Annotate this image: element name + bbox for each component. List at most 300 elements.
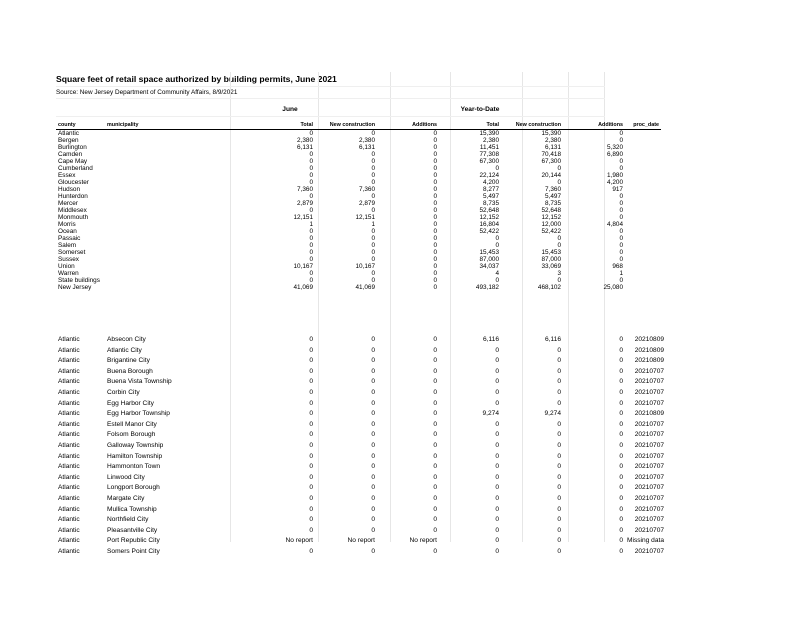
ytd-new-construction-cell: 0 [557,165,561,172]
june-new-construction-cell: 0 [371,505,375,513]
report-source: Source: New Jersey Department of Community Affairs, 8/9/2021 [56,89,238,96]
june-new-construction-cell: 0 [371,172,375,179]
ytd-additions-cell: 5,320 [607,144,623,151]
report-title: Square feet of retail space authorized by building permits, June 2021 [56,74,337,84]
municipality-row [56,515,666,526]
ytd-additions-cell: 0 [619,494,623,502]
ytd-additions-cell: 6,890 [607,151,623,158]
ytd-total-cell: 0 [495,473,499,481]
june-new-construction-cell: 0 [371,165,375,172]
municipality-row [56,377,666,388]
june-additions-cell: 0 [433,235,437,242]
ytd-total-cell: 4,200 [483,179,499,186]
ytd-additions-cell: 0 [619,431,623,439]
county-name-cell: Atlantic [58,431,80,439]
proc-date-cell [625,165,661,172]
june-additions-cell: 0 [433,431,437,439]
ytd-new-construction-cell: 52,422 [541,228,561,235]
ytd-additions-cell: 25,080 [603,284,623,291]
june-new-construction-cell: 0 [371,420,375,428]
june-additions-cell: 0 [433,367,437,375]
june-additions-cell: 0 [433,277,437,284]
county-name-cell: Burlington [58,144,87,151]
june-new-construction-cell: 0 [371,357,375,365]
june-additions-cell: 0 [433,547,437,555]
ytd-additions-cell: 1 [619,270,623,277]
june-total-cell: 0 [309,249,313,256]
proc-date-cell: 20210809 [634,410,665,418]
ytd-additions-cell: 0 [619,193,623,200]
june-new-construction-cell: 0 [371,399,375,407]
ytd-new-construction-cell: 0 [557,242,561,249]
county-row [56,284,661,291]
ytd-total-cell: 67,300 [479,158,499,165]
june-new-construction-cell: 0 [371,431,375,439]
ytd-new-construction-cell: 0 [557,463,561,471]
ytd-total-cell: 15,453 [479,249,499,256]
ytd-additions-cell: 0 [619,441,623,449]
june-additions-cell: 0 [433,378,437,386]
proc-date-cell [625,221,661,228]
county-row [56,200,661,207]
june-additions-cell: 0 [433,137,437,144]
proc-date-cell [625,284,661,291]
municipality-cell [105,263,205,270]
ytd-additions-cell: 0 [619,367,623,375]
june-additions-cell: 0 [433,193,437,200]
proc-date-cell: 20210707 [634,378,665,386]
county-name-cell: Atlantic [58,346,80,354]
county-name-cell: Atlantic [58,473,80,481]
june-new-construction-cell: 0 [371,388,375,396]
june-total-cell: 0 [309,151,313,158]
june-additions-cell: 0 [433,420,437,428]
proc-date-cell: 20210707 [634,494,665,502]
june-total-cell: 6,131 [297,144,313,151]
ytd-total-cell: 0 [495,242,499,249]
ytd-new-construction-cell: 12,152 [541,214,561,221]
municipality-name-cell: Buena Borough [107,367,153,375]
ytd-new-construction-cell: 6,131 [545,144,561,151]
june-total-cell: 0 [309,357,313,365]
proc-date-cell [625,137,661,144]
june-additions-cell: 0 [433,179,437,186]
municipality-name-cell: Longport Borough [107,484,160,492]
proc-date-cell [625,214,661,221]
june-additions-cell: 0 [433,214,437,221]
ytd-total-cell: 0 [495,441,499,449]
municipality-name-cell: Somers Point City [107,547,160,555]
june-total-cell: 0 [309,228,313,235]
ytd-total-cell: 0 [495,388,499,396]
municipality-row [56,420,666,431]
ytd-total-cell: 0 [495,431,499,439]
municipality-name-cell: Hamilton Township [107,452,163,460]
municipality-cell [105,151,205,158]
column-header-ytd-total: Total [439,121,501,130]
municipality-cell [105,242,205,249]
municipality-detail-table [56,335,666,557]
municipality-name-cell: Corbin City [107,388,140,396]
county-name-cell: Atlantic [58,516,80,524]
ytd-additions-cell: 917 [612,186,623,193]
county-row [56,249,661,256]
county-name-cell: Monmouth [58,214,89,221]
ytd-additions-cell: 0 [619,378,623,386]
ytd-total-cell: 493,182 [475,284,499,291]
ytd-additions-cell: 4,200 [607,179,623,186]
ytd-additions-cell: 0 [619,357,623,365]
municipality-name-cell: Mullica Township [107,505,157,513]
ytd-total-cell: 0 [495,235,499,242]
ytd-total-cell: 0 [495,547,499,555]
june-total-cell: 0 [309,388,313,396]
county-name-cell: Atlantic [58,378,80,386]
ytd-additions-cell: 0 [619,505,623,513]
county-row [56,221,661,228]
ytd-total-cell: 77,308 [479,151,499,158]
ytd-additions-cell: 0 [619,399,623,407]
june-new-construction-cell: 0 [371,410,375,418]
proc-date-cell [625,235,661,242]
ytd-new-construction-cell: 0 [557,431,561,439]
ytd-new-construction-cell: 0 [557,388,561,396]
county-row [56,165,661,172]
county-summary-table [56,121,661,291]
county-row [56,179,661,186]
ytd-new-construction-cell: 0 [557,473,561,481]
ytd-additions-cell: 0 [619,388,623,396]
municipality-row [56,399,666,410]
ytd-total-cell: 0 [495,537,499,545]
ytd-additions-cell: 0 [619,200,623,207]
municipality-cell [105,277,205,284]
group-header-june: June [282,106,298,113]
june-new-construction-cell: 0 [371,193,375,200]
june-total-cell: 0 [309,378,313,386]
ytd-additions-cell: 0 [619,547,623,555]
municipality-name-cell: Egg Harbor Township [107,410,170,418]
county-name-cell: Atlantic [58,484,80,492]
june-total-cell: 0 [309,526,313,534]
june-total-cell: 0 [309,367,313,375]
june-additions-cell: 0 [433,357,437,365]
municipality-row [56,452,666,463]
ytd-new-construction-cell: 0 [557,537,561,545]
june-new-construction-cell: 0 [371,441,375,449]
municipality-row [56,473,666,484]
june-total-cell: 0 [309,463,313,471]
ytd-additions-cell: 0 [619,452,623,460]
june-additions-cell: 0 [433,144,437,151]
ytd-new-construction-cell: 20,144 [541,172,561,179]
ytd-additions-cell: 0 [619,137,623,144]
proc-date-cell: 20210707 [634,388,665,396]
ytd-additions-cell: 0 [619,207,623,214]
proc-date-cell: 20210707 [634,463,665,471]
column-header-total: Total [205,121,315,130]
county-name-cell: Atlantic [58,505,80,513]
june-new-construction-cell: 6,131 [359,144,375,151]
municipality-row [56,335,666,346]
june-new-construction-cell: 0 [371,235,375,242]
county-name-cell: Warren [58,270,79,277]
june-total-cell: 0 [309,547,313,555]
june-additions-cell: 0 [433,526,437,534]
county-name-cell: Atlantic [58,537,80,545]
proc-date-cell: 20210707 [634,420,665,428]
june-total-cell: 0 [309,473,313,481]
ytd-additions-cell: 0 [619,158,623,165]
june-additions-cell: 0 [433,516,437,524]
county-name-cell: Atlantic [58,420,80,428]
county-name-cell: Atlantic [58,463,80,471]
county-name-cell: Atlantic [58,388,80,396]
municipality-name-cell: Margate City [107,494,145,502]
grid-line [56,116,605,117]
june-additions-cell: 0 [433,172,437,179]
municipality-row [56,462,666,473]
column-header-new-construction: New construction [315,121,377,130]
june-additions-cell: 0 [433,410,437,418]
june-additions-cell: 0 [433,207,437,214]
municipality-row [56,547,666,558]
ytd-new-construction-cell: 15,390 [541,130,561,137]
proc-date-cell: 20210707 [634,367,665,375]
ytd-additions-cell: 1,980 [607,172,623,179]
ytd-total-cell: 0 [495,399,499,407]
june-additions-cell: 0 [433,484,437,492]
june-additions-cell: No report [409,537,437,545]
june-new-construction-cell: 0 [371,378,375,386]
ytd-total-cell: 16,804 [479,221,499,228]
june-new-construction-cell: 0 [371,463,375,471]
june-total-cell: 0 [309,516,313,524]
municipality-cell [105,165,205,172]
june-additions-cell: 0 [433,263,437,270]
ytd-new-construction-cell: 8,735 [545,200,561,207]
county-row [56,186,661,193]
grid-line [56,86,605,87]
county-name-cell: Hudson [58,186,81,193]
ytd-new-construction-cell: 0 [557,547,561,555]
proc-date-cell: 20210707 [634,399,665,407]
county-name-cell: Atlantic [58,526,80,534]
ytd-additions-cell: 968 [612,263,623,270]
june-additions-cell: 0 [433,505,437,513]
county-row [56,214,661,221]
county-name-cell: Atlantic [58,357,80,365]
ytd-new-construction-cell: 67,300 [541,158,561,165]
county-row [56,130,661,138]
municipality-cell [105,284,205,291]
june-new-construction-cell: 12,151 [355,214,375,221]
county-name-cell: Atlantic [58,130,79,137]
june-total-cell: 0 [309,172,313,179]
june-new-construction-cell: 0 [371,516,375,524]
municipality-cell [105,207,205,214]
ytd-new-construction-cell: 6,116 [544,336,561,343]
proc-date-cell: 20210707 [634,452,665,460]
ytd-new-construction-cell: 0 [557,346,561,354]
county-name-cell: State buildings [58,277,100,284]
municipality-row [56,356,666,367]
june-total-cell: 0 [309,207,313,214]
june-new-construction-cell: 0 [371,336,375,343]
proc-date-cell: 20210809 [634,357,665,365]
june-new-construction-cell: 0 [371,452,375,460]
june-additions-cell: 0 [433,346,437,354]
june-total-cell: 0 [309,235,313,242]
june-additions-cell: 0 [433,158,437,165]
proc-date-cell [625,186,661,193]
june-total-cell: 0 [309,505,313,513]
municipality-name-cell: Estell Manor City [107,420,157,428]
june-additions-cell: 0 [433,242,437,249]
june-total-cell: 12,151 [293,214,313,221]
june-new-construction-cell: 2,879 [359,200,375,207]
ytd-total-cell: 11,451 [479,144,499,151]
june-total-cell: 0 [309,399,313,407]
proc-date-cell [625,263,661,270]
municipality-row [56,536,666,547]
june-new-construction-cell: 0 [371,242,375,249]
county-row [56,228,661,235]
ytd-total-cell: 0 [495,494,499,502]
june-new-construction-cell: 0 [371,207,375,214]
municipality-cell [105,144,205,151]
ytd-additions-cell: 0 [619,235,623,242]
june-additions-cell: 0 [433,399,437,407]
ytd-total-cell: 0 [495,505,499,513]
june-total-cell: 0 [309,165,313,172]
proc-date-cell [625,228,661,235]
june-additions-cell: 0 [433,336,437,343]
ytd-total-cell: 6,116 [482,336,499,343]
june-new-construction-cell: 0 [371,249,375,256]
ytd-new-construction-cell: 70,418 [541,151,561,158]
ytd-new-construction-cell: 468,102 [537,284,561,291]
ytd-new-construction-cell: 15,453 [541,249,561,256]
county-row [56,242,661,249]
ytd-additions-cell: 0 [619,516,623,524]
june-new-construction-cell: 0 [371,494,375,502]
municipality-cell [105,179,205,186]
june-new-construction-cell: 0 [371,228,375,235]
june-additions-cell: 0 [433,473,437,481]
ytd-new-construction-cell: 0 [557,516,561,524]
june-additions-cell: 0 [433,200,437,207]
june-additions-cell: 0 [433,463,437,471]
municipality-name-cell: Northfield City [107,516,149,524]
june-new-construction-cell: 0 [371,256,375,263]
june-total-cell: 7,360 [297,186,313,193]
ytd-total-cell: 0 [495,165,499,172]
municipality-name-cell: Hammonton Town [107,463,161,471]
ytd-total-cell: 0 [495,378,499,386]
june-new-construction-cell: 7,360 [359,186,375,193]
column-header-ytd-additions: Additions [563,121,625,130]
ytd-additions-cell: 0 [619,484,623,492]
ytd-total-cell: 4 [495,270,499,277]
municipality-row [56,346,666,357]
ytd-new-construction-cell: 0 [557,357,561,365]
ytd-additions-cell: 0 [619,526,623,534]
june-new-construction-cell: 0 [371,130,375,137]
june-new-construction-cell: 0 [371,179,375,186]
june-new-construction-cell: 41,069 [355,284,375,291]
municipality-row [56,526,666,537]
june-new-construction-cell: 0 [371,151,375,158]
ytd-new-construction-cell: 0 [557,420,561,428]
ytd-new-construction-cell: 33,069 [541,263,561,270]
municipality-name-cell: Folsom Borough [107,431,156,439]
municipality-row [56,388,666,399]
proc-date-cell: 20210707 [634,441,665,449]
june-additions-cell: 0 [433,441,437,449]
june-additions-cell: 0 [433,284,437,291]
ytd-new-construction-cell: 0 [557,399,561,407]
june-total-cell: 2,879 [297,200,313,207]
june-total-cell: 0 [309,336,313,343]
county-name-cell: Mercer [58,200,78,207]
municipality-row [56,505,666,516]
municipality-row [56,483,666,494]
column-header-municipality: municipality [105,121,205,130]
proc-date-cell [625,277,661,284]
county-name-cell: Middlesex [58,207,87,214]
ytd-additions-cell: 0 [619,242,623,249]
ytd-total-cell: 0 [495,420,499,428]
june-total-cell: 0 [309,484,313,492]
june-new-construction-cell: 0 [371,158,375,165]
county-row [56,235,661,242]
june-new-construction-cell: 0 [371,367,375,375]
county-name-cell: Cape May [58,158,88,165]
ytd-new-construction-cell: 52,648 [541,207,561,214]
june-additions-cell: 0 [433,186,437,193]
municipality-row [56,441,666,452]
ytd-new-construction-cell: 3 [557,270,561,277]
county-name-cell: Atlantic [58,441,80,449]
ytd-additions-cell: 0 [619,473,623,481]
proc-date-cell: 20210809 [634,346,665,354]
county-row [56,151,661,158]
municipality-name-cell: Linwood City [107,473,145,481]
june-total-cell: 0 [309,420,313,428]
june-new-construction-cell: 0 [371,277,375,284]
proc-date-cell [625,249,661,256]
june-new-construction-cell: 0 [371,547,375,555]
ytd-additions-cell: 0 [619,277,623,284]
municipality-row [56,409,666,420]
ytd-new-construction-cell: 0 [557,484,561,492]
proc-date-cell [625,193,661,200]
municipality-cell [105,221,205,228]
june-total-cell: 0 [309,130,313,137]
county-row [56,158,661,165]
ytd-new-construction-cell: 12,000 [541,221,561,228]
proc-date-cell [625,130,661,138]
june-total-cell: 0 [309,441,313,449]
june-total-cell: No report [285,537,313,545]
municipality-name-cell: Brigantine City [107,357,150,365]
ytd-additions-cell: 0 [619,130,623,137]
ytd-new-construction-cell: 2,380 [545,137,561,144]
ytd-total-cell: 8,277 [483,186,499,193]
ytd-additions-cell: 0 [619,410,623,418]
ytd-new-construction-cell: 0 [557,277,561,284]
